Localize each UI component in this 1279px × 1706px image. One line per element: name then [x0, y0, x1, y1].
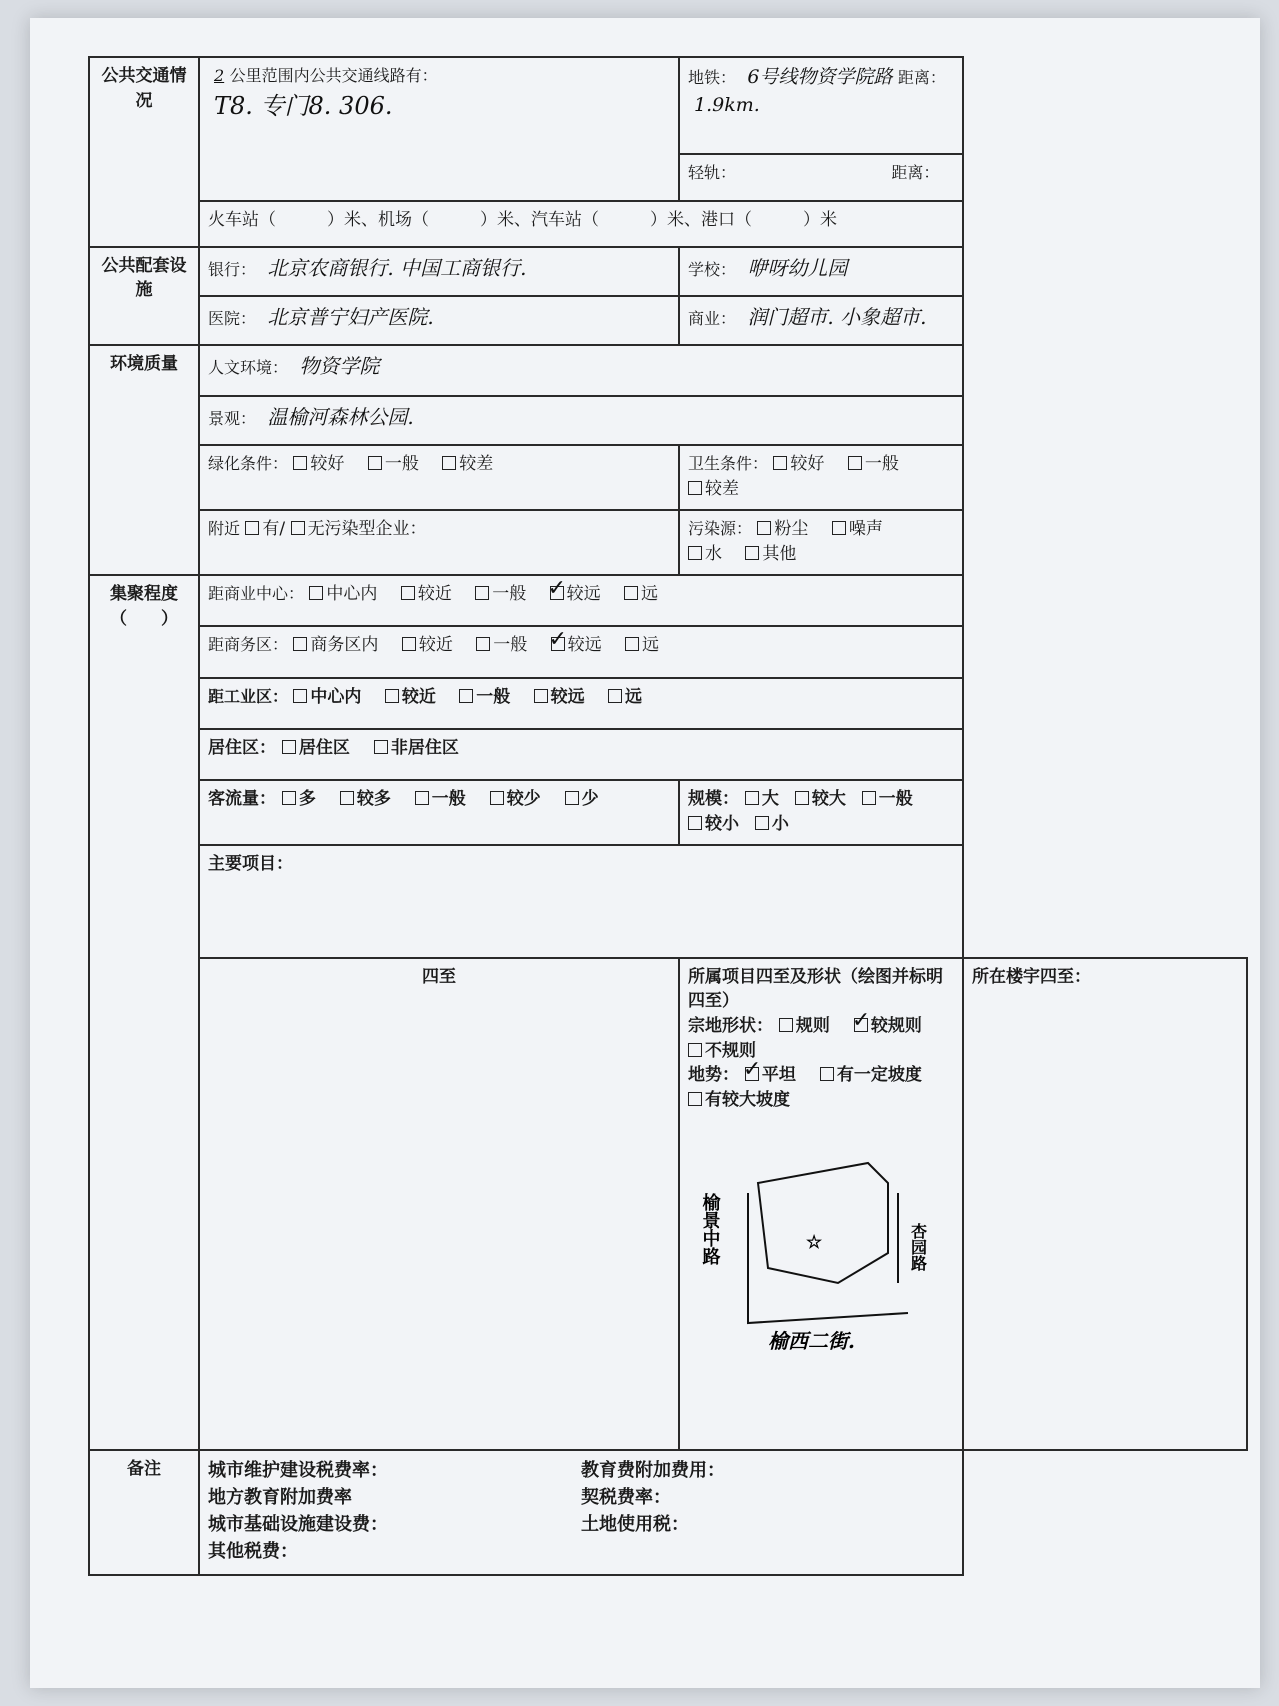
agglomeration-header: [89, 575, 199, 1450]
hospital-label: 医院：: [208, 308, 257, 328]
checkbox-icon[interactable]: [415, 791, 429, 805]
checkbox-icon[interactable]: [688, 1043, 702, 1057]
traffic-option: 少: [581, 789, 599, 810]
nearby-yes: 有/: [262, 519, 286, 540]
residential-label: 居住区：: [208, 737, 276, 758]
checkbox-icon[interactable]: [402, 637, 416, 651]
nearby-cell: [199, 510, 679, 575]
checkbox-icon[interactable]: [773, 456, 787, 470]
remark-right-item: 教育费附加费用：: [581, 1459, 725, 1481]
bank-label: 银行：: [208, 259, 257, 279]
terrain-option: 平坦: [761, 1065, 796, 1086]
site-sketch: [688, 1153, 988, 1353]
hygiene-option: 较好: [790, 454, 825, 475]
checkbox-icon[interactable]: [688, 816, 702, 830]
checkbox-checked-icon[interactable]: [745, 1067, 759, 1081]
checkbox-icon[interactable]: [862, 791, 876, 805]
agglomeration-title: 集聚程度: [110, 584, 178, 605]
school-value: 咿呀幼儿园: [747, 255, 848, 280]
subway-label: 地铁：: [688, 68, 737, 87]
residential-row: [199, 729, 963, 780]
agglomeration-sub: （ ）: [110, 608, 178, 629]
green-option: 较好: [310, 454, 345, 475]
checkbox-icon[interactable]: [282, 740, 296, 754]
checkbox-icon[interactable]: [368, 456, 382, 470]
business-option: 较远: [567, 635, 602, 656]
checkbox-icon[interactable]: [459, 689, 473, 703]
lightrail-cell: [679, 154, 963, 200]
project-boundary-cell: [679, 958, 963, 1450]
road-lines: [748, 1193, 908, 1323]
scenery-label: 景观：: [208, 409, 257, 429]
subway-value: 6号线物资学院路: [747, 66, 893, 88]
hygiene-label: 卫生条件：: [688, 454, 769, 474]
checkbox-icon[interactable]: [755, 816, 769, 830]
terrain-option: 有较大坡度: [705, 1090, 790, 1111]
industrial-row: [199, 678, 963, 729]
checkbox-icon[interactable]: [820, 1067, 834, 1081]
checkbox-icon[interactable]: [293, 637, 307, 651]
pollution-option: 噪声: [848, 519, 883, 540]
remarks-header: 备注: [89, 1450, 199, 1575]
culture-cell: [199, 345, 963, 396]
business-option: 商务区内: [310, 635, 379, 656]
commercial-option: 远: [641, 584, 659, 605]
commercial-option: 较远: [566, 584, 601, 605]
green-label: 绿化条件：: [208, 454, 289, 474]
scale-option: 较大: [811, 789, 846, 810]
hygiene-cell: [679, 445, 963, 510]
green-option: 较差: [459, 454, 494, 475]
checkbox-checked-icon[interactable]: [551, 637, 565, 651]
bank-cell: [199, 247, 679, 296]
shape-label: 宗地形状：: [688, 1016, 773, 1037]
paper-sheet: [30, 18, 1260, 1688]
hospital-value: 北京普宁妇产医院.: [267, 304, 434, 329]
commercial-label: 距商业中心：: [208, 584, 305, 604]
school-label: 学校：: [688, 259, 737, 279]
pollution-cell: [679, 510, 963, 575]
scale-cell: [679, 780, 963, 845]
building-boundary-cell: [963, 958, 1247, 1450]
checkbox-icon[interactable]: [282, 791, 296, 805]
pollution-option: 其他: [762, 543, 797, 564]
industrial-label: 距工业区：: [208, 686, 289, 706]
sketch-east-road: 杏园路: [908, 1222, 928, 1271]
checkbox-icon[interactable]: [832, 521, 846, 535]
terrain-label: 地势：: [688, 1065, 739, 1086]
checkbox-icon[interactable]: [490, 791, 504, 805]
hygiene-option: 一般: [864, 454, 899, 475]
commercial-option: 一般: [492, 584, 527, 605]
scenery-value: 温榆河森林公园.: [267, 405, 414, 430]
terrain-option: 有一定坡度: [836, 1065, 922, 1086]
checkbox-checked-icon[interactable]: [854, 1018, 868, 1032]
pollution-option: 粉尘: [774, 519, 809, 540]
lines-radius: 2: [214, 66, 225, 85]
remark-left-item: 城市基础设施建设费：: [208, 1513, 388, 1535]
commerce-label: 商业：: [688, 308, 737, 328]
remark-right-item: 土地使用税：: [581, 1513, 689, 1535]
traffic-option: 一般: [431, 789, 466, 810]
site-marker: ☆: [806, 1231, 823, 1253]
checkbox-icon[interactable]: [476, 637, 490, 651]
lightrail-label: 轻轨：: [688, 163, 737, 183]
traffic-option: 多: [298, 789, 316, 810]
culture-label: 人文环境：: [208, 358, 289, 378]
main-projects-label: 主要项目：: [208, 854, 293, 875]
checkbox-icon[interactable]: [688, 546, 702, 560]
checkbox-icon[interactable]: [745, 791, 759, 805]
scale-option: 一般: [878, 789, 913, 810]
main-projects-cell: [199, 845, 963, 958]
site-parcel-outline: [758, 1163, 888, 1283]
remarks-cell: [199, 1450, 963, 1575]
sketch-south-road: 榆西二街.: [768, 1328, 855, 1353]
industrial-option: 较远: [550, 686, 585, 707]
checkbox-icon[interactable]: [565, 791, 579, 805]
industrial-option: 一般: [476, 686, 511, 707]
checkbox-icon[interactable]: [442, 456, 456, 470]
remark-right-item: 契税费率：: [581, 1486, 671, 1508]
subway-distance-label: 距离：: [897, 68, 946, 87]
subway-cell: [679, 57, 963, 154]
business-option: 远: [642, 635, 660, 656]
checkbox-icon[interactable]: [757, 521, 771, 535]
pollution-option: 水: [705, 543, 722, 564]
facilities-header: 公共配套设施: [89, 247, 199, 345]
industrial-option: 较近: [401, 686, 436, 707]
hospital-cell: [199, 296, 679, 345]
remark-left-item: 城市维护建设税费率：: [208, 1459, 388, 1481]
business-row: [199, 626, 963, 677]
residential-option: 非居住区: [390, 737, 459, 758]
nearby-label: 附近: [208, 519, 241, 539]
traffic-option: 较多: [356, 789, 391, 810]
residential-option: 居住区: [298, 737, 350, 758]
business-label: 距商务区：: [208, 635, 289, 655]
checkbox-icon[interactable]: [688, 1092, 702, 1106]
checkbox-icon[interactable]: [385, 689, 399, 703]
checkbox-icon[interactable]: [374, 740, 388, 754]
school-cell: [679, 247, 963, 296]
checkbox-icon[interactable]: [245, 521, 259, 535]
industrial-option: 中心内: [310, 686, 362, 707]
checkbox-icon[interactable]: [624, 586, 638, 600]
checkbox-icon[interactable]: [795, 791, 809, 805]
checkbox-icon[interactable]: [475, 586, 489, 600]
checkbox-icon[interactable]: [848, 456, 862, 470]
checkbox-icon[interactable]: [293, 456, 307, 470]
stations-text: 火车站（ ）米、机场（ ）米、汽车站（ ）米、港口（ ）米: [199, 201, 963, 247]
green-option: 一般: [384, 454, 419, 475]
checkbox-icon[interactable]: [625, 637, 639, 651]
checkbox-icon[interactable]: [608, 689, 622, 703]
transit-lines-cell: [199, 57, 679, 201]
remark-left-item: 其他税费：: [208, 1540, 298, 1562]
scale-option: 大: [761, 789, 779, 810]
boundaries-header: 四至: [199, 958, 679, 1450]
checkbox-icon[interactable]: [340, 791, 354, 805]
lines-label: 公里范围内公共交通线路有：: [229, 66, 438, 85]
industrial-option: 远: [625, 686, 643, 707]
project-label: 所属项目四至及形状（绘图并标明四至）: [688, 966, 943, 1012]
commercial-row: [199, 575, 963, 626]
shape-option: 不规则: [705, 1040, 756, 1061]
checkbox-icon[interactable]: [745, 546, 759, 560]
checkbox-icon[interactable]: [779, 1018, 793, 1032]
scale-option: 小: [771, 813, 789, 834]
commerce-cell: [679, 296, 963, 345]
scale-label: 规模：: [688, 789, 739, 810]
building-label: 所在楼宇四至：: [972, 966, 1091, 987]
checkbox-icon[interactable]: [291, 521, 305, 535]
culture-value: 物资学院: [299, 354, 380, 379]
checkbox-icon[interactable]: [309, 586, 323, 600]
shape-option: 较规则: [870, 1016, 922, 1037]
scenery-cell: [199, 396, 963, 445]
commerce-value: 润门超市. 小象超市.: [747, 304, 927, 329]
checkbox-icon[interactable]: [534, 689, 548, 703]
commercial-option: 中心内: [326, 584, 378, 605]
lines-value: T8. 专门8. 306.: [214, 91, 393, 120]
business-option: 较近: [418, 635, 453, 656]
checkbox-icon[interactable]: [293, 689, 307, 703]
environment-header: 环境质量: [89, 345, 199, 575]
green-cell: [199, 445, 679, 510]
transport-header: 公共交通情况: [89, 57, 199, 247]
checkbox-icon[interactable]: [401, 586, 415, 600]
bank-value: 北京农商银行. 中国工商银行.: [267, 255, 527, 280]
traffic-cell: [199, 780, 679, 845]
survey-form: [88, 56, 1248, 1576]
remark-left-item: 地方教育附加费率: [208, 1486, 352, 1508]
checkbox-checked-icon[interactable]: [550, 586, 564, 600]
checkbox-icon[interactable]: [688, 481, 702, 495]
traffic-option: 较少: [506, 789, 541, 810]
lightrail-distance-label: 距离：: [891, 163, 940, 183]
traffic-label: 客流量：: [208, 789, 276, 810]
nearby-no: 无污染型企业：: [307, 519, 427, 540]
scale-option: 较小: [705, 813, 739, 834]
hygiene-option: 较差: [705, 479, 739, 500]
subway-distance-value: 1.9km.: [694, 93, 760, 116]
shape-option: 规则: [795, 1016, 830, 1037]
sketch-west-road: 榆景中路: [699, 1192, 721, 1265]
pollution-label: 污染源：: [688, 519, 753, 539]
business-option: 一般: [493, 635, 528, 656]
commercial-option: 较近: [417, 584, 452, 605]
